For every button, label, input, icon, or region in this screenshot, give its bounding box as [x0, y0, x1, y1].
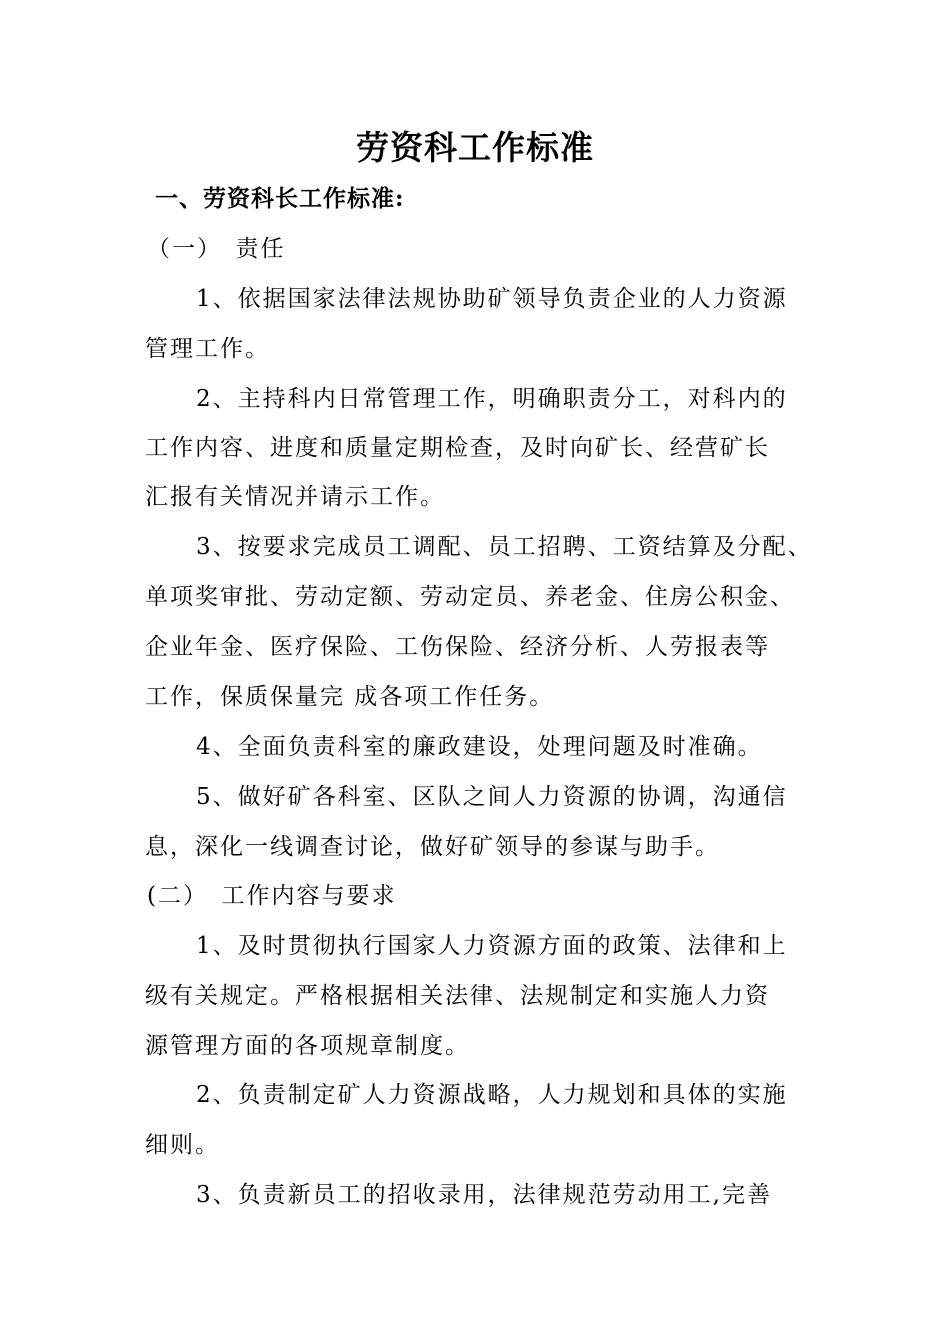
paragraph-line: 1、依据国家法律法规协助矿领导负责企业的人力资源	[196, 286, 788, 312]
paragraph-line: 4、全面负责科室的廉政建设，处理问题及时准确。	[196, 734, 763, 760]
paragraph-line: 息，深化一线调查讨论，做好矿领导的参谋与助手。	[145, 834, 720, 860]
paragraph-line: 企业年金、医疗保险、工伤保险、经济分析、人劳报表等	[145, 634, 770, 660]
paragraph-line: 2、主持科内日常管理工作，明确职责分工，对科内的	[196, 386, 788, 412]
subsection-heading: （一） 责任	[147, 236, 286, 262]
paragraph-line: 源管理方面的各项规章制度。	[145, 1033, 470, 1059]
paragraph-line: 3、按要求完成员工调配、员工招聘、工资结算及分配、	[196, 534, 813, 560]
paragraph-line: 管理工作。	[145, 336, 270, 362]
paragraph-line: 汇报有关情况并请示工作。	[145, 484, 445, 510]
subsection-heading: (二） 工作内容与要求	[147, 883, 397, 909]
paragraph-line: 细则。	[145, 1132, 220, 1158]
paragraph-line: 1、及时贯彻执行国家人力资源方面的政策、法律和上	[196, 933, 788, 959]
paragraph-line: 5、做好矿各科室、区队之间人力资源的协调，沟通信	[196, 784, 788, 810]
section-heading: 一、劳资科长工作标准:	[155, 185, 405, 212]
paragraph-line: 2、负责制定矿人力资源战略，人力规划和具体的实施	[196, 1082, 788, 1108]
paragraph-line: 3、负责新员工的招收录用，法律规范劳动用工,完善	[196, 1182, 772, 1208]
paragraph-line: 级有关规定。严格根据相关法律、法规制定和实施人力资	[145, 983, 770, 1009]
paragraph-line: 工作内容、进度和质量定期检查，及时向矿长、经营矿长	[145, 435, 770, 461]
paragraph-line: 单项奖审批、劳动定额、劳动定员、养老金、住房公积金、	[145, 584, 795, 610]
document-title: 劳资科工作标准	[356, 128, 594, 167]
paragraph-line: 工作，保质保量完 成各项工作任务。	[145, 684, 555, 710]
